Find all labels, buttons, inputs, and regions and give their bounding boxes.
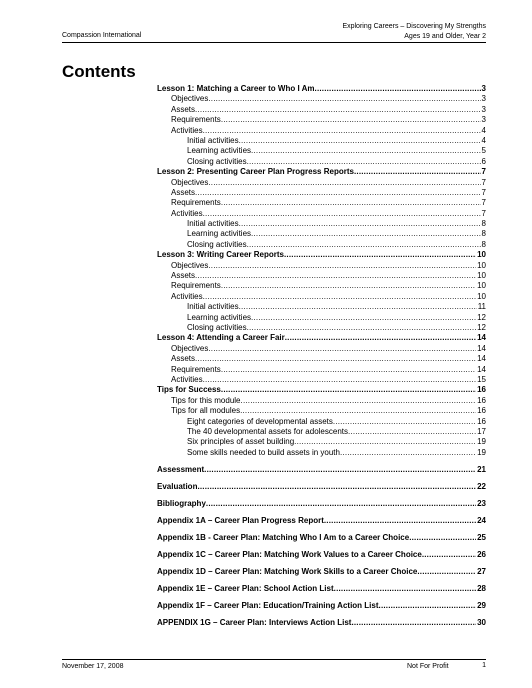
toc-entry-page: 27	[477, 566, 486, 576]
toc-entry-page: 16	[477, 406, 486, 416]
toc-entry-title: Tips for this module	[171, 395, 241, 405]
toc-entry[interactable]	[157, 448, 486, 458]
toc-entry-page: 10	[477, 291, 486, 301]
toc-entry[interactable]	[157, 406, 486, 416]
toc-entry-page: 19	[477, 437, 486, 447]
toc-entry-title: Eight categories of developmental assets	[187, 416, 333, 426]
toc-dot-leader	[221, 115, 481, 125]
toc-entry-title: Closing activities	[187, 322, 247, 332]
toc-entry-page: 7	[481, 208, 486, 218]
toc-entry-title: APPENDIX 1G – Career Plan: Interviews Action List	[157, 617, 352, 627]
toc-dot-leader	[203, 375, 477, 385]
toc-entry[interactable]	[157, 292, 486, 302]
toc-entry[interactable]	[157, 618, 486, 628]
toc-entry-page: 7	[481, 177, 486, 187]
toc-entry-title: Initial activities	[187, 219, 239, 229]
toc-entry-title: Assets	[171, 187, 196, 197]
toc-entry-page: 7	[481, 198, 486, 208]
toc-entry-title: Tips for all modules	[171, 406, 241, 416]
toc-entry-title: Activities	[171, 208, 203, 218]
toc-entry-title: Lesson 1: Matching a Career to Who I Am	[157, 84, 315, 93]
toc-entry[interactable]	[157, 417, 486, 427]
toc-entry-page: 17	[477, 426, 486, 436]
toc-entry-title: Bibliography	[157, 498, 206, 508]
toc-entry-page: 4	[481, 135, 486, 145]
toc-dot-leader	[251, 146, 481, 156]
toc-entry[interactable]	[157, 229, 486, 239]
toc-entry-title: Objectives	[171, 177, 209, 187]
toc-entry[interactable]	[157, 188, 486, 198]
toc-entry-page: 4	[481, 125, 486, 135]
toc-dot-leader	[251, 229, 481, 239]
toc-entry[interactable]	[157, 333, 486, 343]
toc-entry[interactable]	[157, 437, 486, 447]
toc-entry-title: Requirements	[171, 364, 221, 374]
toc-entry[interactable]	[157, 567, 486, 577]
toc-entry-page: 21	[477, 464, 486, 474]
toc-entry-title: Evaluation	[157, 481, 198, 491]
toc-entry[interactable]	[157, 115, 486, 125]
toc-entry[interactable]	[157, 385, 486, 395]
toc-entry[interactable]	[157, 323, 486, 333]
toc-entry-page: 28	[477, 583, 486, 593]
toc-entry-page: 10	[477, 271, 486, 281]
toc-entry-page: 19	[477, 447, 486, 457]
toc-entry-title: Closing activities	[187, 239, 247, 249]
toc-dot-leader	[239, 136, 481, 146]
toc-entry[interactable]	[157, 209, 486, 219]
toc-entry-title: Assessment	[157, 464, 205, 474]
toc-entry-title: Assets	[171, 271, 196, 281]
toc-entry[interactable]	[157, 427, 486, 437]
toc-dot-leader	[240, 406, 476, 416]
toc-dot-leader	[247, 157, 481, 167]
toc-entry[interactable]	[157, 198, 486, 208]
toc-entry[interactable]	[157, 313, 486, 323]
toc-dot-leader	[247, 323, 477, 333]
toc-dot-leader	[284, 250, 476, 260]
toc-entry[interactable]	[157, 302, 486, 312]
toc-dot-leader	[221, 281, 476, 291]
toc-entry-title: Activities	[171, 291, 203, 301]
toc-entry-page: 3	[481, 84, 486, 93]
toc-entry[interactable]	[157, 465, 486, 475]
toc-dot-leader	[379, 601, 477, 611]
toc-dot-leader	[208, 94, 480, 104]
toc-dot-leader	[208, 178, 480, 188]
toc-entry-title: Appendix 1D – Career Plan: Matching Work Skills to a Career Choice	[157, 566, 418, 576]
toc-entry[interactable]	[157, 584, 486, 594]
header-organization: Compassion International	[62, 32, 142, 39]
toc-entry-title: Some skills needed to build assets in youth	[187, 447, 340, 457]
toc-dot-leader	[247, 240, 481, 250]
footer-notice: Not For Profit	[407, 663, 449, 670]
toc-entry-title: Appendix 1E – Career Plan: School Action List	[157, 583, 334, 593]
toc-entry[interactable]	[157, 261, 486, 271]
toc-entry-page: 16	[477, 395, 486, 405]
toc-entry[interactable]	[157, 601, 486, 611]
toc-entry-page: 10	[477, 250, 486, 260]
toc-entry[interactable]	[157, 375, 486, 385]
toc-entry[interactable]	[157, 157, 486, 167]
toc-entry-page: 14	[477, 364, 486, 374]
toc-dot-leader	[221, 385, 476, 395]
toc-dot-leader	[417, 567, 476, 577]
toc-entry-page: 16	[477, 416, 486, 426]
toc-dot-leader	[315, 84, 481, 94]
toc-entry-page: 3	[481, 104, 486, 114]
toc-entry-title: Learning activities	[187, 229, 252, 239]
toc-dot-leader	[203, 126, 481, 136]
toc-entry-title: Learning activities	[187, 312, 252, 322]
toc-entry[interactable]	[157, 126, 486, 136]
toc-entry[interactable]	[157, 146, 486, 156]
toc-dot-leader	[340, 448, 476, 458]
toc-dot-leader	[348, 427, 476, 437]
toc-dot-leader	[203, 209, 481, 219]
toc-dot-leader	[285, 333, 476, 343]
toc-entry-title: Lesson 3: Writing Career Reports	[157, 250, 284, 260]
toc-dot-leader	[324, 516, 476, 526]
toc-entry-page: 8	[481, 229, 486, 239]
toc-dot-leader	[195, 105, 481, 115]
toc-dot-leader	[197, 482, 476, 492]
table-of-contents	[157, 84, 486, 628]
toc-entry[interactable]	[157, 365, 486, 375]
toc-entry-page: 12	[477, 322, 486, 332]
toc-entry-title: Assets	[171, 354, 196, 364]
toc-entry-page: 8	[481, 239, 486, 249]
toc-dot-leader	[354, 167, 481, 177]
toc-entry-page: 3	[481, 115, 486, 125]
toc-dot-leader	[239, 219, 481, 229]
toc-entry[interactable]	[157, 105, 486, 115]
toc-dot-leader	[208, 344, 476, 354]
toc-entry-title: Appendix 1A – Career Plan Progress Report	[157, 515, 324, 525]
toc-dot-leader	[206, 499, 476, 509]
toc-entry[interactable]	[157, 136, 486, 146]
toc-entry[interactable]	[157, 281, 486, 291]
toc-dot-leader	[239, 302, 477, 312]
toc-entry[interactable]	[157, 482, 486, 492]
footer-date: November 17, 2008	[62, 663, 124, 670]
toc-entry-title: Objectives	[171, 94, 209, 104]
toc-entry[interactable]	[157, 178, 486, 188]
toc-entry-title: Appendix 1B - Career Plan: Matching Who I Am to a Career Choice	[157, 532, 410, 542]
toc-entry-page: 26	[477, 549, 486, 559]
toc-entry[interactable]	[157, 344, 486, 354]
toc-entry-page: 6	[481, 156, 486, 166]
toc-entry-title: Lesson 4: Attending a Career Fair	[157, 333, 285, 343]
toc-entry[interactable]	[157, 499, 486, 509]
toc-entry[interactable]	[157, 516, 486, 526]
toc-entry-title: Objectives	[171, 260, 209, 270]
toc-dot-leader	[195, 354, 476, 364]
toc-dot-leader	[333, 417, 476, 427]
toc-entry-title: Tips for Success	[157, 385, 221, 395]
toc-entry-title: Appendix 1C – Career Plan: Matching Work Values to a Career Choice	[157, 549, 422, 559]
toc-dot-leader	[195, 271, 476, 281]
toc-dot-leader	[204, 465, 476, 475]
toc-entry-page: 3	[481, 94, 486, 104]
header-document-info	[342, 22, 486, 42]
toc-dot-leader	[351, 618, 476, 628]
toc-entry-page: 15	[477, 374, 486, 384]
toc-entry-title: Learning activities	[187, 146, 252, 156]
toc-entry-title: Requirements	[171, 281, 221, 291]
toc-entry[interactable]	[157, 533, 486, 543]
toc-entry-page: 14	[477, 333, 486, 343]
toc-entry-title: Appendix 1F – Career Plan: Education/Training Action List	[157, 600, 379, 610]
toc-entry-title: Activities	[171, 125, 203, 135]
toc-dot-leader	[422, 550, 476, 560]
header-doc-title: Exploring Careers – Discovering My Strengths	[342, 23, 486, 30]
toc-entry[interactable]	[157, 167, 486, 177]
toc-entry-title: Initial activities	[187, 135, 239, 145]
toc-entry[interactable]	[157, 396, 486, 406]
toc-entry-page: 24	[477, 515, 486, 525]
toc-dot-leader	[294, 437, 476, 447]
footer-page-number: 1	[482, 662, 486, 669]
toc-entry-page: 29	[477, 600, 486, 610]
toc-dot-leader	[195, 188, 481, 198]
page-title: Contents	[62, 62, 136, 81]
toc-dot-leader	[251, 313, 476, 323]
toc-entry-title: Six principles of asset building	[187, 437, 295, 447]
toc-entry[interactable]	[157, 84, 486, 94]
toc-entry-page: 8	[481, 219, 486, 229]
toc-entry[interactable]	[157, 240, 486, 250]
toc-entry-title: The 40 developmental assets for adolescents	[187, 426, 348, 436]
toc-entry-page: 25	[477, 532, 486, 542]
toc-entry-page: 10	[477, 281, 486, 291]
toc-entry-page: 7	[481, 167, 486, 177]
footer-divider	[62, 659, 486, 660]
toc-entry[interactable]	[157, 219, 486, 229]
toc-entry-title: Closing activities	[187, 156, 247, 166]
toc-dot-leader	[241, 396, 477, 406]
toc-entry-title: Lesson 2: Presenting Career Plan Progress Reports	[157, 167, 354, 177]
toc-entry-page: 7	[481, 187, 486, 197]
toc-entry-title: Requirements	[171, 198, 221, 208]
toc-entry-page: 14	[477, 354, 486, 364]
toc-entry[interactable]	[157, 250, 486, 260]
toc-entry-page: 5	[481, 146, 486, 156]
toc-entry[interactable]	[157, 550, 486, 560]
toc-entry-page: 14	[477, 343, 486, 353]
toc-dot-leader	[208, 261, 476, 271]
toc-entry-title: Activities	[171, 374, 203, 384]
toc-entry-title: Requirements	[171, 115, 221, 125]
toc-entry-page: 30	[477, 617, 486, 627]
header-divider	[62, 42, 486, 43]
toc-entry[interactable]	[157, 94, 486, 104]
toc-entry-title: Objectives	[171, 343, 209, 353]
toc-entry-page: 10	[477, 260, 486, 270]
toc-entry-page: 11	[477, 302, 486, 312]
toc-entry-title: Initial activities	[187, 302, 239, 312]
toc-dot-leader	[221, 198, 481, 208]
toc-entry-title: Assets	[171, 104, 196, 114]
toc-dot-leader	[203, 292, 477, 302]
toc-entry-page: 16	[477, 385, 486, 395]
toc-entry-page: 12	[477, 312, 486, 322]
toc-entry-page: 22	[477, 481, 486, 491]
header-doc-subtitle: Ages 19 and Older, Year 2	[404, 33, 486, 40]
toc-entry[interactable]	[157, 271, 486, 281]
toc-entry[interactable]	[157, 354, 486, 364]
toc-dot-leader	[409, 533, 476, 543]
toc-dot-leader	[221, 365, 476, 375]
toc-entry-page: 23	[477, 498, 486, 508]
toc-dot-leader	[334, 584, 476, 594]
